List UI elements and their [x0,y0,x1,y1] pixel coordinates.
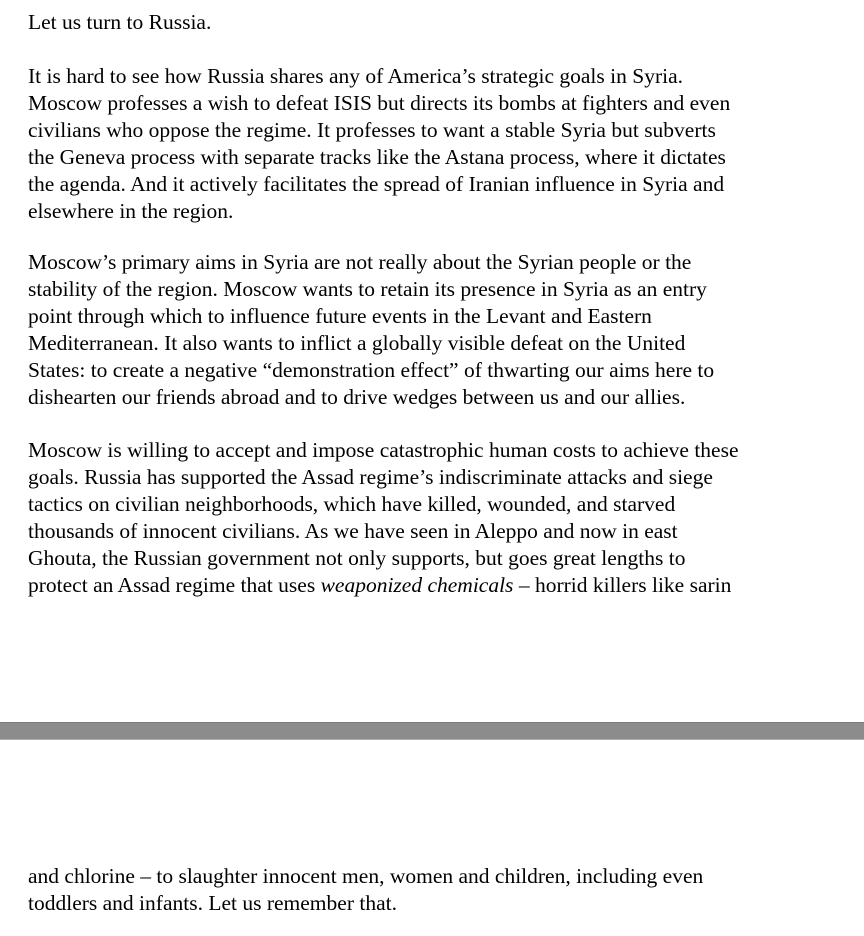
text-line: stability of the region. Moscow wants to retain its presence in Syria as an entry [28,277,707,301]
text-line: the agenda. And it actively facilitates the spread of Iranian influence in Syria and [28,172,725,196]
text-line: the Geneva process with separate tracks like the Astana process, where it dictates [28,145,726,169]
text-line: toddlers and infants. Let us remember that. [28,891,397,915]
paragraph-primary-aims [28,249,848,411]
text-line-last [28,572,848,599]
intro-paragraph [28,9,848,36]
text-line: It is hard to see how Russia shares any of America’s strategic goals in Syria. [28,64,684,88]
text-line: Ghouta, the Russian government not only supports, but goes great lengths to [28,546,686,570]
text-line: States: to create a negative “demonstration effect” of thwarting our aims here to [28,358,715,382]
page-break-separator [0,722,864,740]
text-segment: protect an Assad regime that uses [28,573,321,597]
text-line: elsewhere in the region. [28,199,234,223]
text-line: goals. Russia has supported the Assad regime’s indiscriminate attacks and siege [28,465,713,489]
text-line: Moscow is willing to accept and impose catastrophic human costs to achieve these [28,438,739,462]
document-page-2 [0,740,864,936]
text-line: Mediterranean. It also wants to inflict a globally visible defeat on the United [28,331,686,355]
italic-phrase: weaponized chemicals [320,573,514,597]
text-line: tactics on civilian neighborhoods, which have killed, wounded, and starved [28,492,676,516]
text-line: Let us turn to Russia. [28,10,212,34]
paragraph-strategic-goals [28,63,848,225]
paragraph-human-costs [28,437,848,599]
text-line: Moscow professes a wish to defeat ISIS but directs its bombs at fighters and even [28,91,731,115]
text-line: civilians who oppose the regime. It professes to want a stable Syria but subverts [28,118,716,142]
paragraph-continuation [28,863,848,917]
text-line: point through which to influence future events in the Levant and Eastern [28,304,652,328]
text-line: and chlorine – to slaughter innocent men, women and children, including even [28,864,704,888]
text-line: Moscow’s primary aims in Syria are not really about the Syrian people or the [28,250,692,274]
text-segment: – horrid killers like sarin [513,573,732,597]
text-line: thousands of innocent civilians. As we have seen in Aleppo and now in east [28,519,678,543]
text-line: dishearten our friends abroad and to drive wedges between us and our allies. [28,385,686,409]
